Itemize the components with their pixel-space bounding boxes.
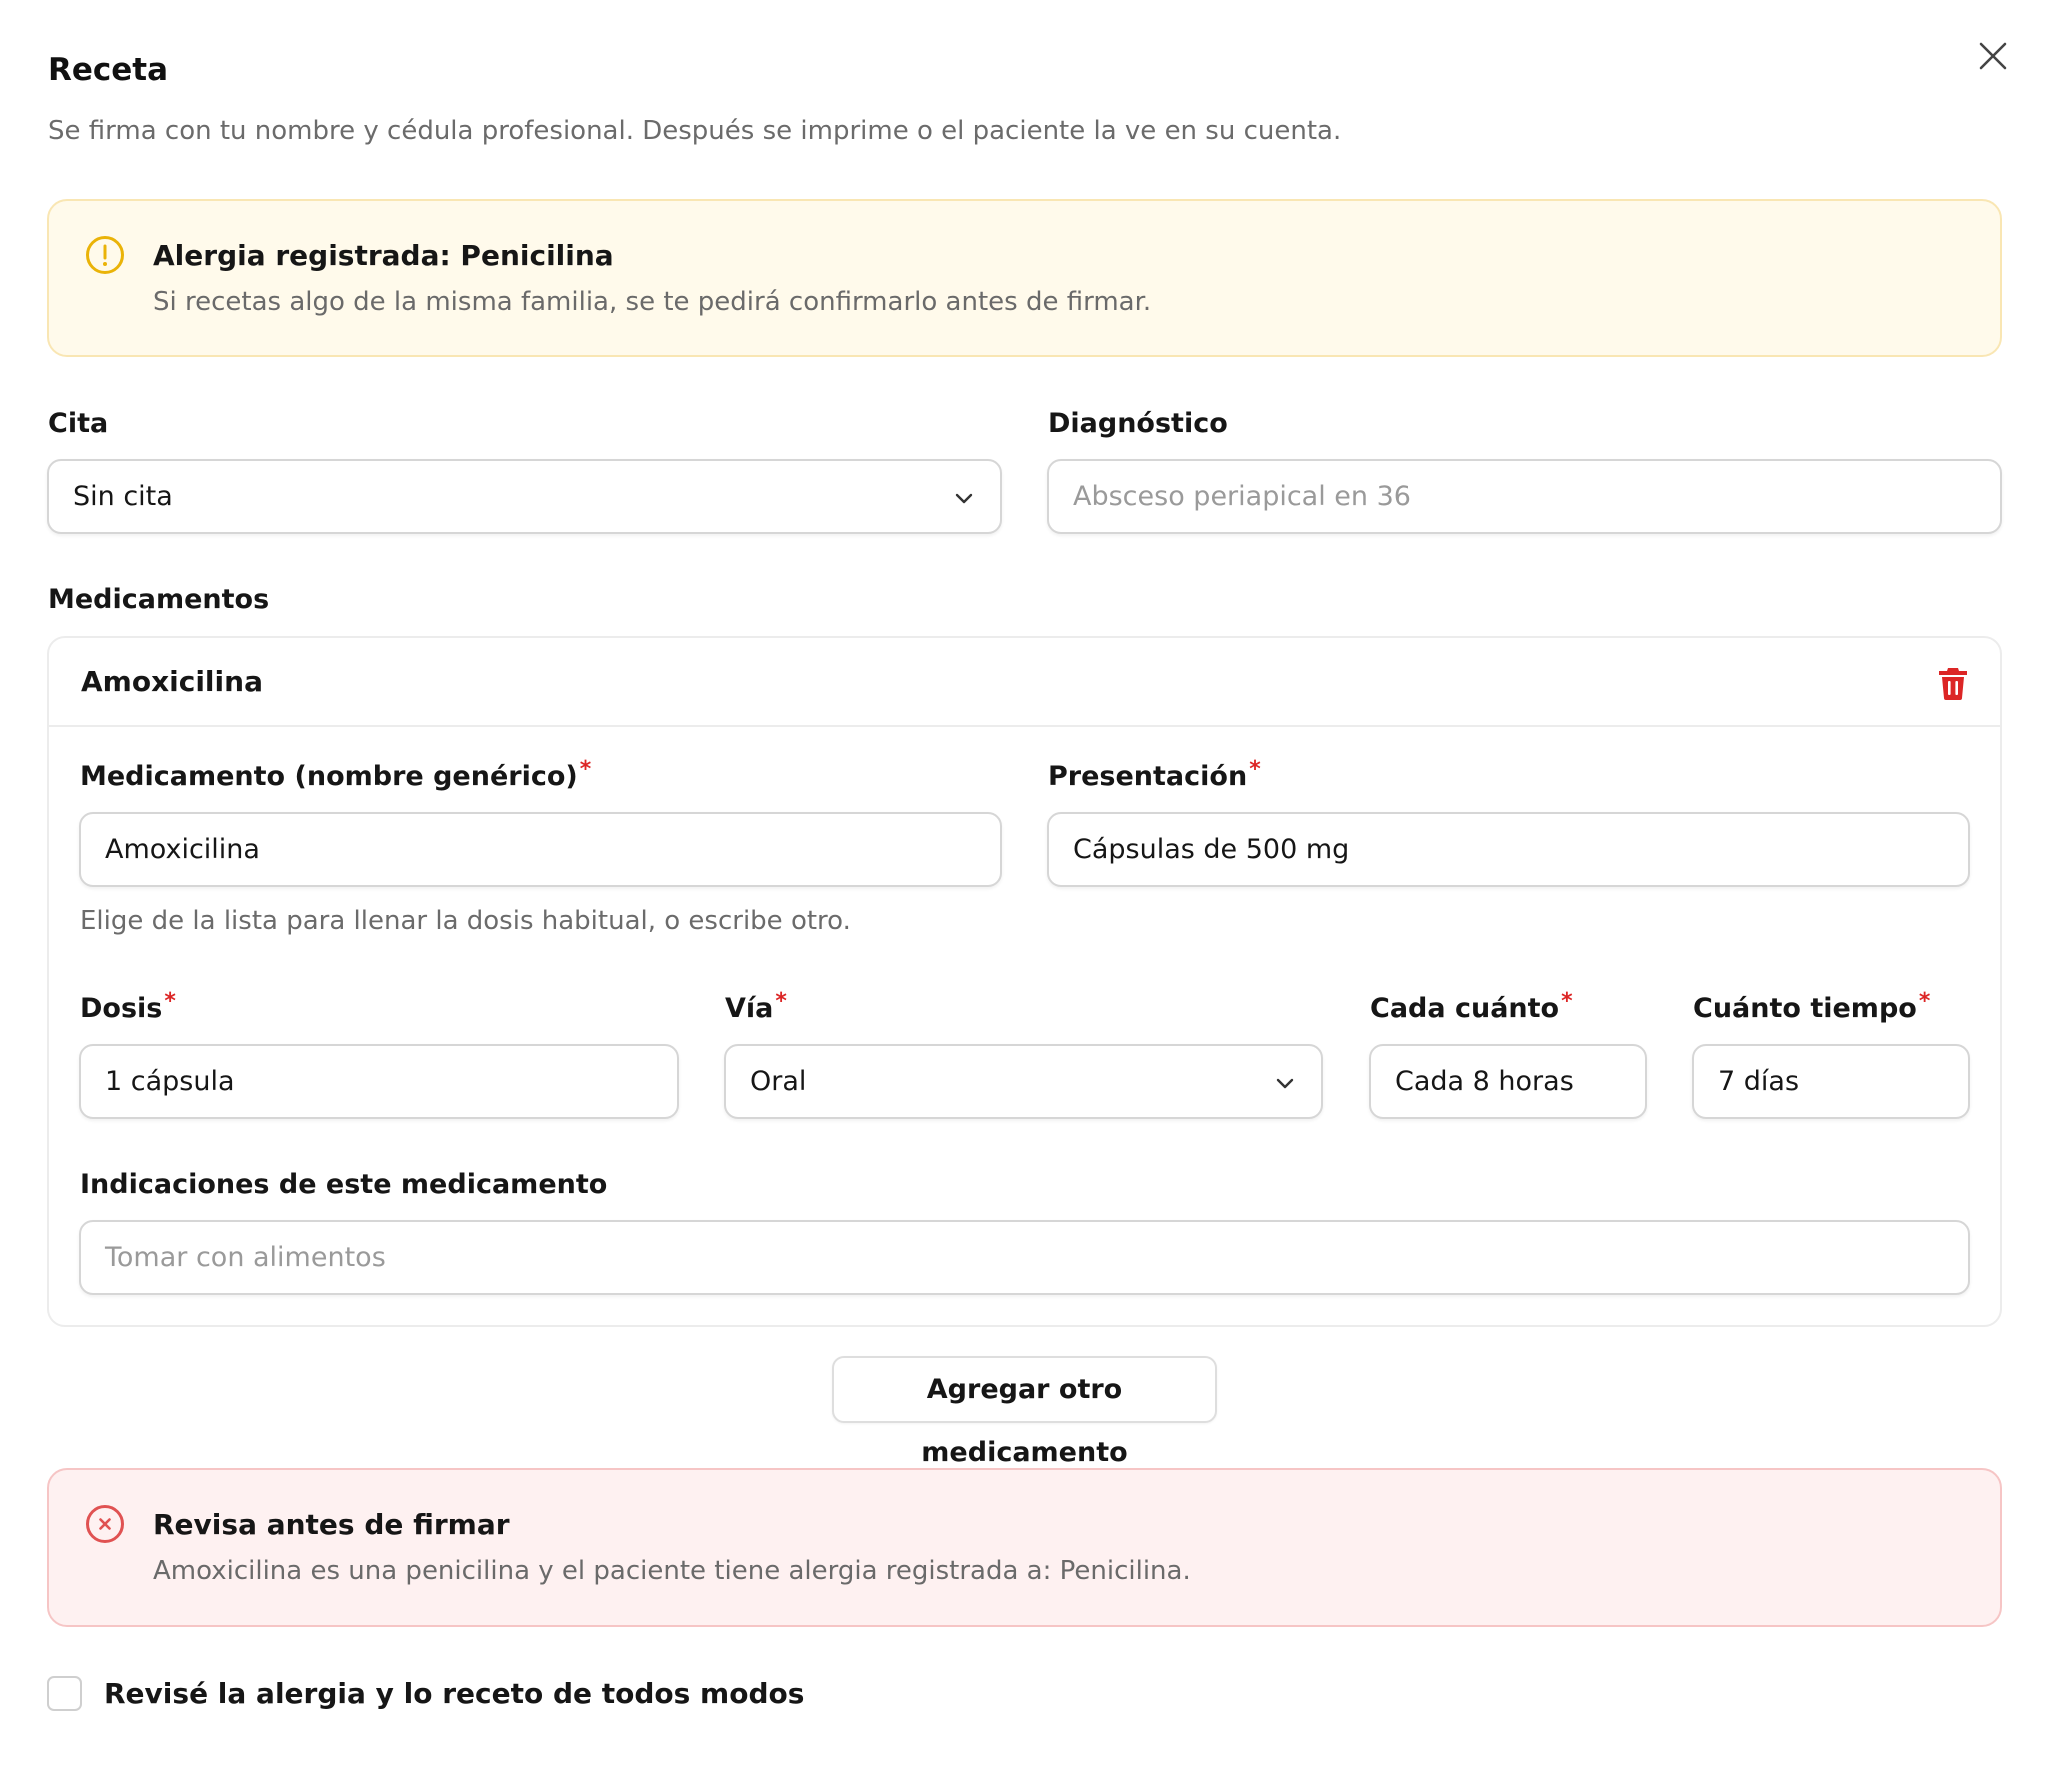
medication-card-title: Amoxicilina — [81, 665, 263, 698]
via-label — [725, 989, 787, 1024]
conflict-alert-title: Revisa antes de firmar — [153, 1508, 510, 1541]
confirm-allergy-checkbox[interactable] — [47, 1676, 82, 1711]
exclamation-circle-icon — [85, 235, 125, 275]
duracion-label-text: Cuánto tiempo — [1693, 993, 1917, 1024]
x-circle-icon — [85, 1504, 125, 1544]
trash-icon[interactable] — [1933, 662, 1973, 702]
medication-card-header — [49, 638, 2000, 727]
allergy-alert-title: Alergia registrada: Penicilina — [153, 239, 614, 272]
cita-label: Cita — [48, 408, 109, 439]
conflict-alert-text: Amoxicilina es una penicilina y el paciente tiene alergia registrada a: Penicilina. — [153, 1556, 1191, 1586]
dosis-label — [80, 989, 176, 1024]
allergy-alert-text: Si recetas algo de la misma familia, se te pedirá confirmarlo antes de firmar. — [153, 287, 1152, 317]
frecuencia-input[interactable]: Cada 8 horas — [1369, 1044, 1647, 1119]
medicamento-input[interactable]: Amoxicilina — [79, 812, 1002, 887]
required-marker: * — [1561, 989, 1573, 1014]
duracion-label — [1693, 989, 1931, 1024]
medicamento-label-text: Medicamento (nombre genérico) — [80, 761, 578, 792]
dosis-label-text: Dosis — [80, 993, 163, 1024]
via-select[interactable] — [724, 1044, 1323, 1119]
presentacion-label — [1048, 757, 1261, 792]
duracion-input[interactable]: 7 días — [1692, 1044, 1970, 1119]
required-marker: * — [164, 989, 176, 1014]
via-label-text: Vía — [725, 993, 774, 1024]
cita-select[interactable] — [47, 459, 1002, 534]
diagnostico-input[interactable]: Absceso periapical en 36 — [1047, 459, 2002, 534]
required-marker: * — [1918, 989, 1931, 1014]
chevron-down-icon — [952, 486, 976, 510]
required-marker: * — [775, 989, 787, 1014]
dosis-input[interactable]: 1 cápsula — [79, 1044, 679, 1119]
indicaciones-label: Indicaciones de este medicamento — [80, 1169, 608, 1200]
allergy-alert — [47, 199, 2002, 357]
chevron-down-icon — [1273, 1071, 1297, 1095]
cita-select-value: Sin cita — [73, 481, 173, 512]
confirm-allergy-label[interactable]: Revisé la alergia y lo receto de todos modos — [104, 1677, 805, 1710]
add-medication-button[interactable]: Agregar otro medicamento — [832, 1356, 1217, 1423]
allergy-conflict-alert — [47, 1468, 2002, 1627]
diagnostico-label: Diagnóstico — [1048, 408, 1228, 439]
close-icon[interactable] — [1971, 34, 2015, 78]
medicamento-helper-text: Elige de la lista para llenar la dosis habitual, o escribe otro. — [80, 906, 851, 936]
presentacion-label-text: Presentación — [1048, 761, 1248, 792]
dialog-subtitle: Se firma con tu nombre y cédula profesional. Después se imprime o el paciente la ve en su cuenta. — [48, 116, 1342, 146]
medicamento-label — [80, 757, 592, 792]
frecuencia-label — [1370, 989, 1573, 1024]
required-marker: * — [1249, 757, 1261, 782]
frecuencia-label-text: Cada cuánto — [1370, 993, 1560, 1024]
presentacion-input[interactable]: Cápsulas de 500 mg — [1047, 812, 1970, 887]
medicamentos-section-label: Medicamentos — [48, 584, 270, 615]
via-select-value: Oral — [750, 1066, 807, 1097]
indicaciones-input[interactable]: Tomar con alimentos — [79, 1220, 1970, 1295]
dialog-title: Receta — [48, 52, 169, 88]
required-marker: * — [579, 757, 592, 782]
